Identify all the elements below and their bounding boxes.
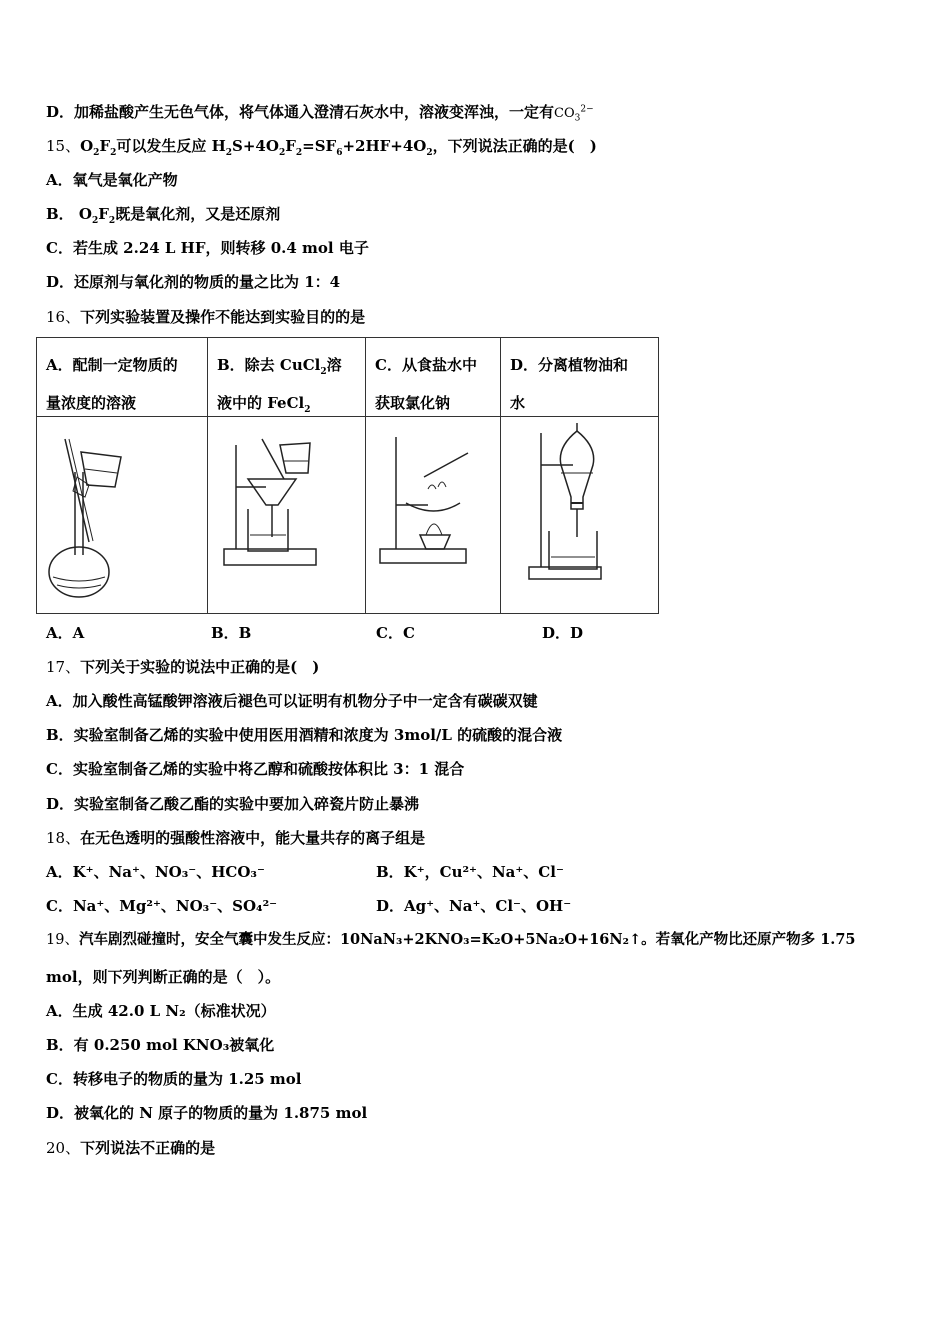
q17-option-b: B．实验室制备乙烯的实验中使用医用酒精和浓度为 3mol/L 的硫酸的混合液 xyxy=(46,726,563,744)
q15-s5: F xyxy=(285,137,296,155)
q15-s6: =SF xyxy=(302,137,337,155)
filtration-apparatus-icon xyxy=(208,417,365,613)
q16-cell-a-head xyxy=(37,338,208,417)
q15-s7: +2HF+4O xyxy=(342,137,427,155)
q19-number: 19、 xyxy=(46,932,79,948)
q16-option-b: B．B xyxy=(211,624,252,642)
q16-stem-text: 下列实验装置及操作不能达到实验目的的是 xyxy=(80,308,366,326)
q15-option-b xyxy=(46,204,280,224)
q18-option-b: B．K⁺，Cu²⁺、Na⁺、Cl⁻ xyxy=(376,863,564,881)
q16-cell-c-img xyxy=(366,417,501,614)
q15-sub-d: 2 xyxy=(278,148,286,158)
q18-stem-text: 在无色透明的强酸性溶液中，能大量共存的离子组是 xyxy=(80,829,426,847)
q16b-sub2: 2 xyxy=(304,405,311,415)
q17-option-d: D．实验室制备乙酸乙酯的实验中要加入碎瓷片防止暴沸 xyxy=(46,795,420,813)
q19-option-c: C．转移电子的物质的量为 1.25 mol xyxy=(46,1070,302,1088)
q15-option-c: C．若生成 2.24 L HF，则转移 0.4 mol 电子 xyxy=(46,239,369,257)
q16c-l2: 获取氯化钠 xyxy=(375,394,451,412)
q16b-l1b: 溶 xyxy=(326,356,342,374)
q16a-l1: A．配制一定物质的 xyxy=(46,356,178,374)
q17-number: 17、 xyxy=(46,658,81,676)
q19-option-b: B．有 0.250 mol KNO₃被氧化 xyxy=(46,1036,275,1054)
q16-number: 16、 xyxy=(46,308,81,326)
q18-option-c: C．Na⁺、Mg²⁺、NO₃⁻、SO₄²⁻ xyxy=(46,897,278,915)
q15-sub-a: 2 xyxy=(93,148,100,158)
q19-stem-cont: mol，则下列判断正确的是（ ）。 xyxy=(46,968,281,986)
q16-cell-d-img xyxy=(501,417,659,614)
q14d-ion xyxy=(554,104,594,124)
q16-cell-d-head xyxy=(501,338,659,417)
q19-option-a: A．生成 42.0 L N₂（标准状况） xyxy=(46,1002,276,1020)
q14-option-d xyxy=(46,102,594,124)
q15b-sub1: 2 xyxy=(92,216,99,226)
q15-sub-f: 6 xyxy=(336,148,343,158)
q14d-text: D．加稀盐酸产生无色气体，将气体通入澄清石灰水中，溶液变浑浊，一定有 xyxy=(46,103,555,121)
q15-sub-c: 2 xyxy=(225,148,233,158)
q18-number: 18、 xyxy=(46,829,81,847)
q15-sub-b: 2 xyxy=(110,148,117,158)
q20-stem-text: 下列说法不正确的是 xyxy=(80,1139,216,1157)
q19-stem xyxy=(46,930,856,950)
q16-option-c: C．C xyxy=(376,624,415,642)
q16b-sub1: 2 xyxy=(320,367,327,377)
q18-option-d: D．Ag⁺、Na⁺、Cl⁻、OH⁻ xyxy=(376,897,572,915)
q18-option-a: A．K⁺、Na⁺、NO₃⁻、HCO₃⁻ xyxy=(46,863,265,881)
q16c-l1: C．从食盐水中 xyxy=(375,356,477,374)
q15b-f: F xyxy=(98,205,109,223)
q16b-l2a: 液中的 FeCl xyxy=(217,394,305,412)
q15b-o: O xyxy=(78,205,92,223)
q16-cell-a-img xyxy=(37,417,208,614)
q15-number: 15、 xyxy=(46,137,81,155)
q16-cell-b-img xyxy=(208,417,366,614)
q15-option-a: A．氧气是氧化产物 xyxy=(46,171,178,189)
q15-s2: F xyxy=(99,137,111,155)
q16d-l2: 水 xyxy=(510,394,526,412)
q16-option-a: A．A xyxy=(46,624,85,642)
q19-option-d: D．被氧化的 N 原子的物质的量为 1.875 mol xyxy=(46,1104,368,1122)
q17-stem xyxy=(46,657,319,677)
q17-option-a: A．加入酸性高锰酸钾溶液后褪色可以证明有机物分子中一定含有碳碳双键 xyxy=(46,692,538,710)
q15-s3: 可以发生反应 H xyxy=(116,137,226,155)
q20-number: 20、 xyxy=(46,1139,81,1157)
q15-s1: O xyxy=(80,137,94,155)
q16-stem xyxy=(46,307,365,327)
q15-sub-g: 2 xyxy=(426,148,433,158)
q15b-prefix: B． xyxy=(46,205,74,223)
q16a-l2: 量浓度的溶液 xyxy=(46,394,137,412)
q20-stem xyxy=(46,1138,215,1158)
q17-stem-text: 下列关于实验的说法中正确的是( ) xyxy=(80,658,320,676)
volumetric-flask-icon xyxy=(37,417,207,613)
q16b-l1 xyxy=(217,346,357,384)
q14d-ion-sub: 3 xyxy=(574,113,581,124)
q15-s4: S+4O xyxy=(232,137,279,155)
q15-stem xyxy=(46,136,597,156)
q19-stem-text: 汽车剧烈碰撞时，安全气囊中发生反应：10NaN₃+2KNO₃=K₂O+5Na₂O+16N₂↑。若氧化产物比还原产物多 1.75 xyxy=(78,931,856,948)
q18-stem xyxy=(46,828,425,848)
q14d-ion-sup: 2− xyxy=(580,104,594,115)
q15b-sub2: 2 xyxy=(108,216,116,226)
q14d-ion-base: CO xyxy=(554,106,575,121)
q15b-text: 既是氧化剂，又是还原剂 xyxy=(115,205,281,223)
q16-option-d: D．D xyxy=(542,624,584,642)
q15-option-d: D．还原剂与氧化剂的物质的量之比为 1：4 xyxy=(46,273,341,291)
q15-sub-e: 2 xyxy=(295,148,303,158)
q17-option-c: C．实验室制备乙烯的实验中将乙醇和硫酸按体积比 3：1 混合 xyxy=(46,760,465,778)
q16-cell-b-head xyxy=(208,338,366,417)
q16-table xyxy=(36,337,659,614)
q16d-l1: D．分离植物油和 xyxy=(510,356,629,374)
separatory-funnel-icon xyxy=(501,417,658,613)
q16-cell-c-head xyxy=(366,338,501,417)
q15-s8: ，下列说法正确的是( ) xyxy=(432,137,597,155)
q16b-l1a: B．除去 CuCl xyxy=(217,356,321,374)
evaporation-apparatus-icon xyxy=(366,417,500,613)
